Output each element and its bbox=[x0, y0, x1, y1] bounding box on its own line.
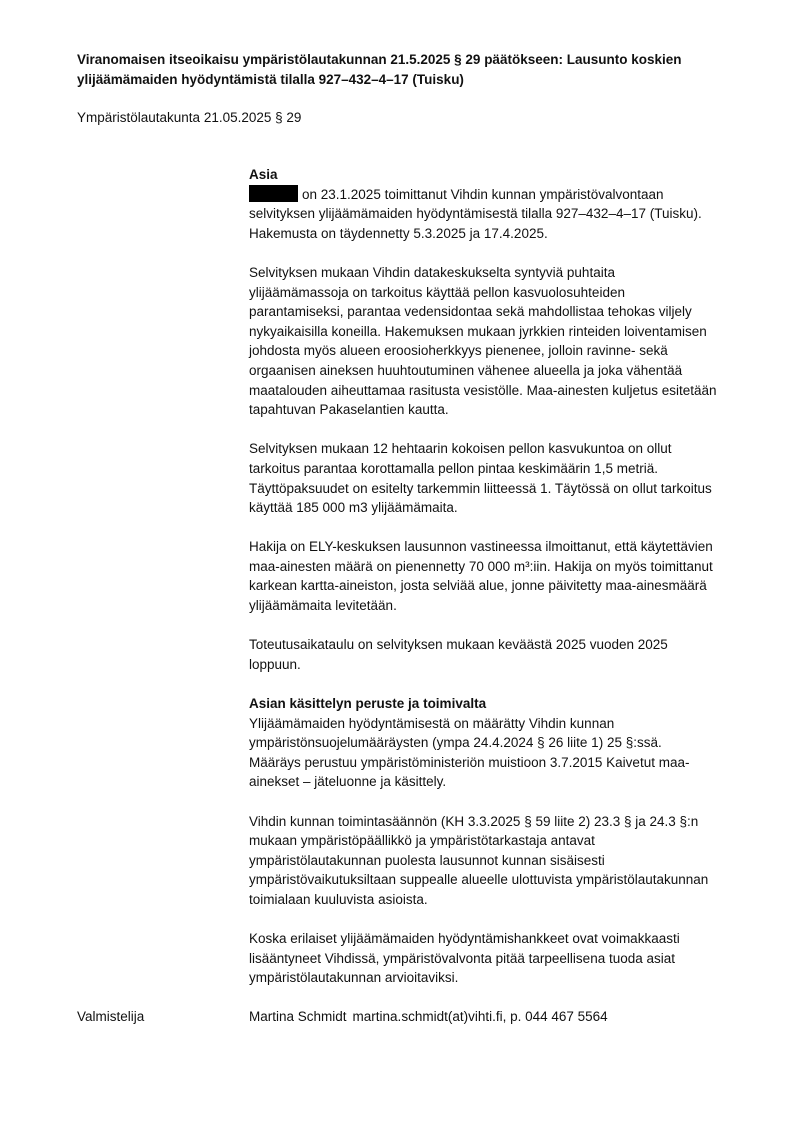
asia-paragraph-5: Toteutusaikataulu on selvityksen mukaan keväästä 2025 vuoden 2025 loppuun. bbox=[249, 637, 668, 672]
asia-paragraph-1 bbox=[249, 185, 717, 244]
preparer-label: Valmistelija bbox=[77, 1009, 145, 1024]
asia-paragraph-2: Selvityksen mukaan Vihdin datakeskukselta syntyviä puhtaita ylijäämämassoja on tarkoitus käyttää pellon kasvuolosuhteiden parantamiseksi, parantaa vedensidontaa sekä mahdollistaa tehokas viljely nykyaikaisilla koneilla. Hakemuksen mukaan jyrkkien rinteiden loiventamisen johdosta myös alueen eroosioherkkyys pienenee, jolloin ravinne- sekä orgaanisen aineksen huuhtoutuminen vähenee alueella ja joka vähentää maatalouden aiheuttamaa rasitusta vesistölle. Maa-ainesten kuljetus esitetään tapahtuvan Pakaselantien kautta. bbox=[249, 264, 717, 418]
section-peruste bbox=[249, 694, 717, 988]
asia-paragraph-3: Selvityksen mukaan 12 hehtaarin kokoisen pellon kasvukuntoa on ollut tarkoitus parantaa korottamalla pellon pintaa keskimäärin 1,5 metriä. Täyttöpaksuudet on esitelty tarkemmin liitteessä 1. Täytössä on ollut tarkoitus käyttää 185 000 m3 ylijäämämaita. bbox=[249, 441, 712, 516]
section-asia bbox=[249, 165, 717, 674]
meeting-reference: Ympäristölautakunta 21.05.2025 § 29 bbox=[77, 110, 302, 125]
peruste-paragraph-3: Koska erilaiset ylijäämämaiden hyödyntämishankkeet ovat voimakkaasti lisääntyneet Vihdissä, ympäristövalvonta pitää tarpeellisena tuoda asiat ympäristölautakunnan arvioitaviksi. bbox=[249, 931, 680, 986]
section-heading-peruste: Asian käsittelyn peruste ja toimivalta bbox=[249, 696, 487, 712]
asia-paragraph-1-text: on 23.1.2025 toimittanut Vihdin kunnan ympäristövalvontaan selvityksen ylijäämämaiden hyödyntämisestä tilalla 927–432–4–17 (Tuisku). Hakemusta on täydennetty 5.3.2025 ja 17.4.2025. bbox=[249, 186, 702, 241]
document-title: Viranomaisen itseoikaisu ympäristölautakunnan 21.5.2025 § 29 päätökseen: Lausunto koskien ylijäämämaiden hyödyntämistä tilalla 927–432–4–17 (Tuisku) bbox=[77, 52, 682, 87]
section-heading-asia: Asia bbox=[249, 167, 278, 182]
peruste-paragraph-1: Ylijäämämaiden hyödyntämisestä on määrätty Vihdin kunnan ympäristönsuojelumääräysten (ympa 24.4.2024 § 26 liite 1) 25 §:ssä. Määräys perustuu ympäristöministeriön muistioon 3.7.2015 Kaivetut maa-ainekset – jäteluonne ja käsittely. bbox=[249, 715, 690, 790]
peruste-paragraph-2: Vihdin kunnan toimintasäännön (KH 3.3.2025 § 59 liite 2) 23.3 § ja 24.3 §:n mukaan ympäristöpäällikkö ja ympäristötarkastaja antavat ympäristölautakunnan puolesta lausunnot kunnan sisäisesti ympäristövaikutuksiltaan suppealle alueelle ulottuvista ympäristölautakunnan toimialaan kuuluvista asioista. bbox=[249, 813, 709, 907]
document-body bbox=[249, 165, 717, 1008]
redacted-name-box bbox=[249, 185, 298, 202]
asia-paragraph-4: Hakija on ELY-keskuksen lausunnon vastineessa ilmoittanut, että käytettävien maa-ainesten määrä on pienennetty 70 000 m³:iin. Hakija on myös toimittanut karkean kartta-aineiston, josta selviää alue, jonne päivitetty maa-ainesmäärä ylijäämämaita levitetään. bbox=[249, 539, 713, 614]
preparer-contact: martina.schmidt(at)vihti.fi, p. 044 467 5564 bbox=[352, 1009, 608, 1024]
preparer-name: Martina Schmidt bbox=[249, 1009, 347, 1024]
preparer-info bbox=[249, 1007, 729, 1027]
